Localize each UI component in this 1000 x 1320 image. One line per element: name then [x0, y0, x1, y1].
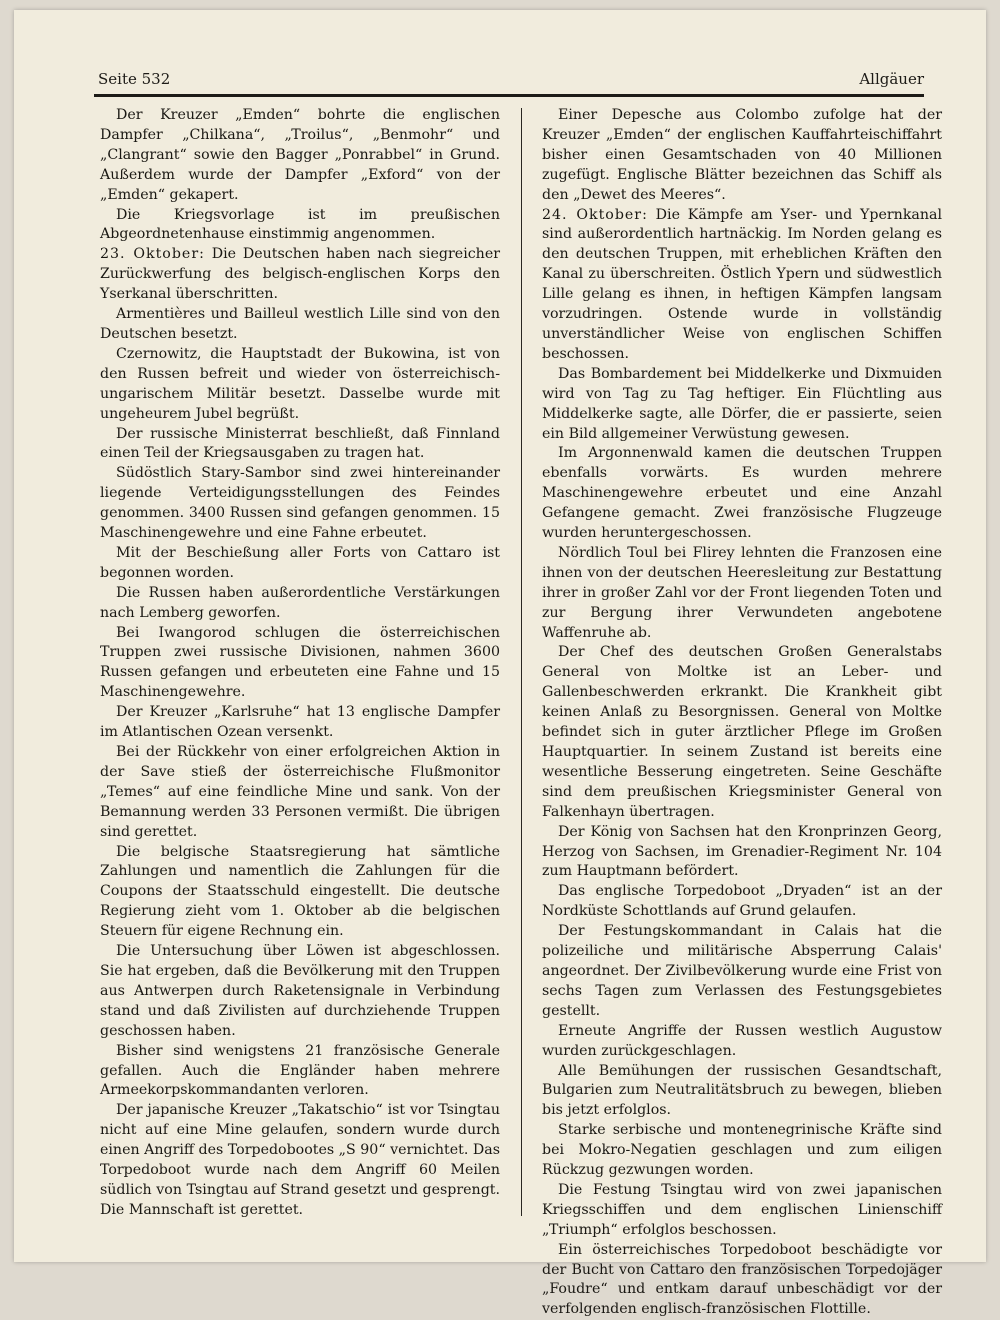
paragraph: Bei Iwangorod schlugen die österreichischen Truppen zwei russische Divisionen, nahmen 3600 Russen gefangen und erbeuteten eine Fahne und 15 Maschinengewehre. [100, 624, 500, 701]
paragraph-text: Die Deutschen haben nach siegreicher Zurückwerfung des belgisch-englischen Korps den Yserkanal überschritten. [100, 246, 500, 303]
paragraph: Armentières und Bailleul westlich Lille sind von den Deutschen besetzt. [100, 306, 500, 342]
paragraph-text: Die Kämpfe am Yser- und Ypernkanal sind außerordentlich hartnäckig. Im Norden gelang es den deutschen Truppen, mit erheblichen Kräften den Kanal zu überschreiten. Östlich Ypern und südwestlich Lille gelang es ihnen, in heftigen Kämpfen langsam vorzudringen. Ostende wurde in vollständig unverständlicher Weise von englischen Schiffen beschossen. [542, 206, 943, 362]
paragraph: Der japanische Kreuzer „Takatschio“ ist vor Tsingtau nicht auf eine Mine gelaufen, sondern wurde durch einen Angriff des Torpedobootes „S 90“ vernichtet. Das Torpedoboot wurde nach dem Angriff 60 Meilen südlich von Tsingtau auf Strand gesetzt und gesprengt. Die Mannschaft ist gerettet. [100, 1102, 500, 1218]
paragraph: Einer Depesche aus Colombo zufolge hat der Kreuzer „Emden“ der englischen Kauffahrteischiffahrt bisher einen Gesamtschaden von 40 Millionen zugefügt. Englische Blätter bezeichnen das Schiff als den „Dewet des Meeres“. [542, 107, 942, 203]
paragraph: Mit der Beschießung aller Forts von Cattaro ist begonnen worden. [100, 544, 500, 581]
paragraph: Ein österreichisches Torpedoboot beschädigte vor der Bucht von Cattaro den französischen Torpedojäger „Foudre“ und entkam darauf unbeschädigt vor der verfolgenden englisch-französischen Flottille. [542, 1241, 942, 1318]
left-column [100, 106, 500, 1221]
page-number-label: Seite 532 [98, 70, 171, 88]
paragraph: Czernowitz, die Hauptstadt der Bukowina, ist von den Russen befreit und wieder von österreichisch-ungarischem Militär besetzt. Dasselbe wurde mit ungeheurem Jubel begrüßt. [100, 345, 500, 422]
paragraph: Der russische Ministerrat beschließt, daß Finnland einen Teil der Kriegsausgaben zu tragen hat. [100, 425, 500, 462]
paragraph: Südöstlich Stary-Sambor sind zwei hintereinander liegende Verteidigungsstellungen des Feindes genommen. 3400 Russen sind gefangen genommen. 15 Maschinengewehre und eine Fahne erbeutet. [100, 465, 500, 542]
date-label: 23. Oktober: [100, 246, 205, 263]
paragraph: Die belgische Staatsregierung hat sämtliche Zahlungen und namentlich die Zahlungen für die Coupons der Staatsschuld eingestellt. Die deutsche Regierung zieht vom 1. Oktober ab die belgischen Steuern für eigene Rechnung ein. [100, 843, 500, 940]
paragraph: Alle Bemühungen der russischen Gesandtschaft, Bulgarien zum Neutralitätsbruch zu bewegen, blieben bis jetzt erfolglos. [542, 1062, 942, 1119]
paragraph: Die Russen haben außerordentliche Verstärkungen nach Lemberg geworfen. [100, 584, 500, 621]
paragraph: Der König von Sachsen hat den Kronprinzen Georg, Herzog von Sachsen, im Grenadier-Regiment Nr. 104 zum Hauptmann befördert. [542, 823, 942, 880]
paragraph: Nördlich Toul bei Flirey lehnten die Franzosen eine ihnen von der deutschen Heeresleitung zur Bestattung ihrer in großer Zahl vor der Front liegenden Toten und zur Bergung ihrer Verwundeten angebotene Waffenruhe ab. [542, 544, 942, 641]
paragraph: Im Argonnenwald kamen die deutschen Truppen ebenfalls vorwärts. Es wurden mehrere Maschinengewehre erbeutet und eine Anzahl Gefangene gemacht. Zwei französische Flugzeuge wurden heruntergeschossen. [542, 445, 942, 542]
paragraph: Die Untersuchung über Löwen ist abgeschlossen. Sie hat ergeben, daß die Bevölkerung mit den Truppen aus Antwerpen durch Raketensignale in Verbindung stand und daß Zivilisten auf durchziehende Truppen geschossen haben. [100, 943, 500, 1039]
article-columns [100, 106, 943, 1318]
dated-paragraph [100, 245, 500, 305]
paragraph: Bisher sind wenigstens 21 französische Generale gefallen. Auch die Engländer haben mehrere Armeekorpskommandanten verloren. [100, 1042, 500, 1099]
paragraph: Bei der Rückkehr von einer erfolgreichen Aktion in der Save stieß der österreichische Flußmonitor „Temes“ auf eine feindliche Mine und sank. Von der Bemannung werden 33 Personen vermißt. Die übrigen sind gerettet. [100, 744, 500, 840]
paragraph: Die Festung Tsingtau wird von zwei japanischen Kriegsschiffen und dem englischen Linienschiff „Triumph“ erfolglos beschossen. [542, 1181, 942, 1238]
paragraph: Der Kreuzer „Emden“ bohrte die englischen Dampfer „Chilkana“, „Troilus“, „Benmohr“ und „Clangrant“ sowie den Bagger „Ponrabbel“ in Grund. Außerdem wurde der Dampfer „Exford“ von der „Emden“ gekapert. [100, 107, 500, 203]
paragraph: Starke serbische und montenegrinische Kräfte sind bei Mokro-Negatien geschlagen und zum eiligen Rückzug gezwungen worden. [542, 1122, 942, 1179]
publication-name: Allgäuer [859, 70, 924, 88]
page-header [94, 66, 924, 97]
right-column [542, 106, 942, 1320]
date-label: 24. Oktober: [542, 206, 648, 223]
paragraph: Der Festungskommandant in Calais hat die polizeiliche und militärische Absperrung Calais' angeordnet. Der Zivilbevölkerung wurde eine Frist von sechs Tagen zum Verlassen des Festungsgebietes gestellt. [542, 923, 942, 1019]
paragraph: Die Kriegsvorlage ist im preußischen Abgeordnetenhause einstimmig angenommen. [100, 206, 500, 243]
paragraph: Erneute Angriffe der Russen westlich Augustow wurden zurückgeschlagen. [542, 1022, 942, 1059]
paragraph: Das englische Torpedoboot „Dryaden“ ist an der Nordküste Schottlands auf Grund gelaufen. [542, 883, 942, 920]
paragraph: Das Bombardement bei Middelkerke und Dixmuiden wird von Tag zu Tag heftiger. Ein Flüchtling aus Middelkerke sagte, alle Dörfer, die er passierte, seien ein Bild allgemeiner Verwüstung gewesen. [542, 365, 942, 442]
paragraph: Der Chef des deutschen Großen Generalstabs General von Moltke ist an Leber- und Gallenbeschwerden erkrankt. Die Krankheit gibt keinen Anlaß zu Besorgnissen. General von Moltke befindet sich in guter ärztlicher Pflege im Großen Hauptquartier. In seinem Zustand ist bereits eine wesentliche Besserung eingetreten. Seine Geschäfte sind dem preußischen Kriegsminister General von Falkenhayn übertragen. [542, 644, 942, 820]
dated-paragraph [542, 206, 942, 365]
newspaper-page [14, 10, 986, 1318]
column-divider [521, 108, 522, 1216]
paragraph: Der Kreuzer „Karlsruhe“ hat 13 englische Dampfer im Atlantischen Ozean versenkt. [100, 704, 500, 741]
